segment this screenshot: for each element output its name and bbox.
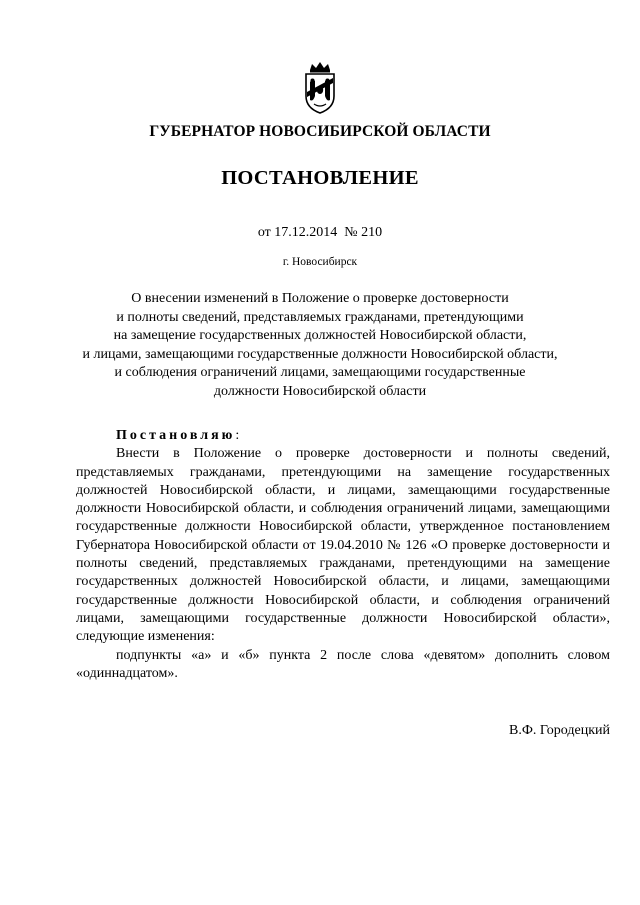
subject-line: должности Новосибирской области <box>213 383 427 399</box>
subject-line: и лицами, замещающими государственные должности Новосибирской области, <box>82 346 558 362</box>
subject-line: на замещение государственных должностей Новосибирской области, <box>113 328 527 343</box>
body-paragraph-2: подпункты «а» и «б» пункта 2 после слова «девятом» дополнить словом «одиннадцатом». <box>76 647 610 681</box>
document-subject <box>60 290 580 401</box>
subject-line: О внесении изменений в Положение о проверке достоверности <box>131 291 509 306</box>
coat-of-arms-icon <box>302 62 338 114</box>
decree-heading <box>76 427 610 445</box>
subject-line: и полноты сведений, представляемых гражданами, претендующими <box>116 309 524 325</box>
subject-line: и соблюдения ограничений лицами, замещающими государственные <box>114 365 526 380</box>
document-date-number: от 17.12.2014 № 210 <box>257 225 383 240</box>
document-body <box>76 427 610 683</box>
decree-colon: : <box>235 428 240 443</box>
document-type-title: ПОСТАНОВЛЕНИЕ <box>221 167 419 189</box>
body-paragraph-1: Внести в Положение о проверке достоверности и полноты сведений, представляемых гражданами, претендующими на замещение государственных должностей Новосибирской области, и лицами, замещающими государственные должности Новосибирской области, и соблюдения ограничений лицами, замещающими государственные должности Новосибирской области, утвержденное постановлением Губернатора Новосибирской области от 19.04.2010 № 126 «О проверке достоверности и полноты сведений, представляемых гражданами, претендующими на замещение государственных должностей Новосибирской области, и лицами, замещающими государственные должности Новосибирской области, и соблюдения ограничений лицами, замещающими государственные должности Новосибирской области», следующие изменения: <box>76 446 610 645</box>
signatory-name: В.Ф. Городецкий <box>509 723 610 738</box>
issue-city: г. Новосибирск <box>282 256 358 268</box>
decree-word: Постановляю <box>116 428 236 443</box>
issuing-authority: ГУБЕРНАТОР НОВОСИБИРСКОЙ ОБЛАСТИ <box>149 123 491 140</box>
